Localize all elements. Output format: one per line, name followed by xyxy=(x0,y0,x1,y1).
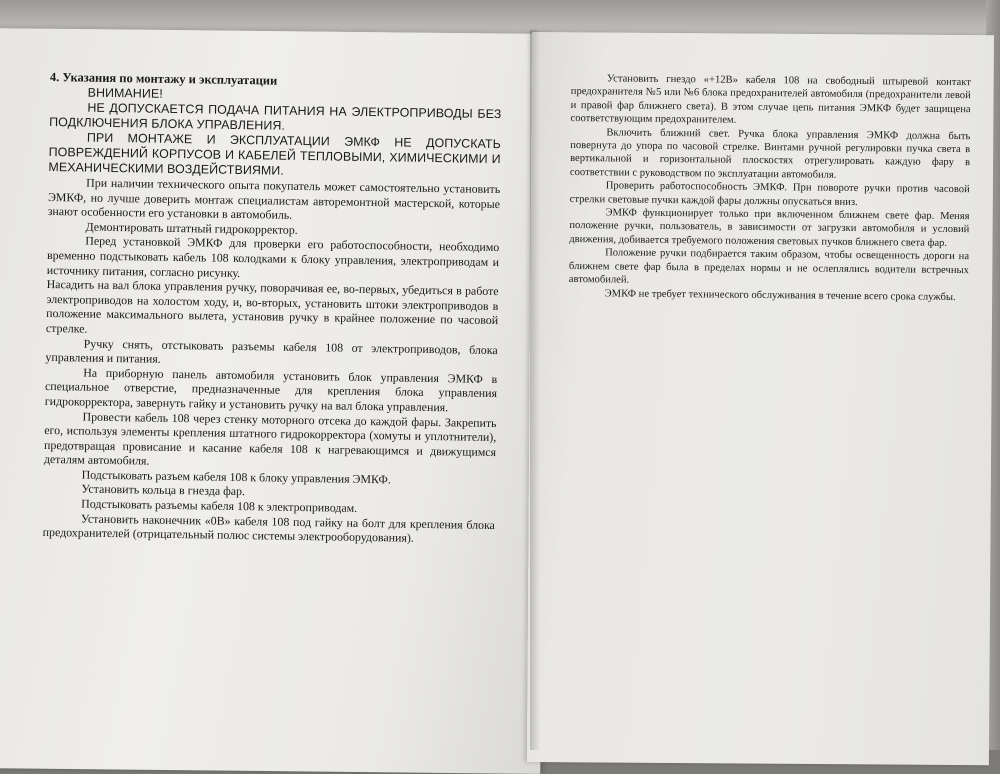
right-page-text xyxy=(569,72,971,304)
paragraph: Ручку снять, отстыковать разъемы кабеля 108 от электроприводов, блока управления и питания. xyxy=(45,336,498,366)
paragraph: Проверить работоспособность ЭМКФ. При повороте ручки против часовой стрелки световые пучки каждой фары должны опускаться вниз. xyxy=(569,180,970,208)
paragraph: Установить наконечник «0В» кабеля 108 под гайку на болт для крепления блока предохранителей (отрицательный полюс системы электрооборудования). xyxy=(42,511,496,546)
paragraph: Установить гнездо «+12В» кабеля 108 на свободный штыревой контакт предохранителя №5 или №6 блока предохранителей автомобиля (предохранители левой и правой фар ближнего света). В этом случае цепь питания ЭМКФ будет защищена соответствующим предохранителем. xyxy=(570,73,971,126)
paragraph: На приборную панель автомобиля установить блок управления ЭМКФ в специальное отверстие, предназначенные для крепления блока управления гидрокорректора, завернуть гайку и установить ручку на вал блока управления. xyxy=(44,365,498,415)
paragraph: Перед установкой ЭМКФ для проверки его работоспособности, необходимо временно подстыковать кабель 108 колодками к блоку управления, электроприводам и источнику питания, согласно рисунку. xyxy=(46,233,500,280)
paragraph: Демонтировать штатный гидрокорректор. xyxy=(85,219,298,237)
warning-text-2: ПРИ МОНТАЖЕ И ЭКСПЛУАТАЦИИ ЭМКФ НЕ ДОПУСКАТЬ ПОВРЕЖДЕНИЙ КОРПУСОВ И КАБЕЛЕЙ ТЕПЛОВЫМИ, ХИМИЧЕСКИМИ И МЕХАНИЧЕСКИМИ ВОЗДЕЙСТВИЯМИ. xyxy=(48,130,502,178)
paragraph: Положение ручки подбирается таким образом, чтобы освещенность дороги на ближнем свете фар была в пределах нормы и не ослеплялись водители встречных автомобилей. xyxy=(568,247,970,286)
left-page-text xyxy=(43,70,502,547)
paragraph: ЭМКФ функционирует только при включенном ближнем свете фар. Меняя положение ручки, пользователь, в зависимости от загрузки автомобиля и условий движения, добивается требуемого положения световых пучков ближнего света фар. xyxy=(569,207,970,249)
paragraph: Подстыковать разъем кабеля 108 к блоку управления ЭМКФ. xyxy=(81,467,391,487)
paragraph: Подстыковать разъемы кабеля 108 к электроприводам. xyxy=(81,496,358,515)
warning-text-1: НЕ ДОПУСКАЕТСЯ ПОДАЧА ПИТАНИЯ НА ЭЛЕКТРОПРИВОДЫ БЕЗ ПОДКЛЮЧЕНИЯ БЛОКА УПРАВЛЕНИЯ. xyxy=(49,100,502,133)
paragraph: Установить кольца в гнезда фар. xyxy=(81,482,246,499)
section-heading: 4. Указания по монтажу и эксплуатации xyxy=(49,70,278,88)
paragraph: Провести кабель 108 через стенку моторного отсека до каждой фары. Закрепить его, используя элементы крепления штатного гидрокорректора (хомуты и уплотнители), предотвращая провисание и касание кабеля 108 к нагревающимся и движущимся деталям автомобиля. xyxy=(43,409,497,468)
paragraph: ЭМКФ не требует технического обслуживания в течение всего срока службы. xyxy=(604,287,956,303)
paragraph: При наличии технического опыта покупатель может самостоятельно установить ЭМКФ, но лучше доверить монтаж специалистам авторемонтной мастерской, которые знают особенности его установки в автомобиль. xyxy=(47,175,501,223)
paragraph: Насадить на вал блока управления ручку, поворачивая ее, во-первых, убедиться в работе электроприводов на холостом ходу, и, во-вторых, установить штоки электроприводов в положение максимального вылета, установив ручку в крайнее положение по часовой стрелке. xyxy=(45,277,499,336)
paragraph: Включить ближний свет. Ручка блока управления ЭМКФ должна быть повернута до упора по часовой стрелке. Винтами ручной регулировки пучка света в вертикальной и горизонтальной плоскостях отрегулировать каждую фару в соответствии с руководством по эксплуатации автомобиля. xyxy=(569,126,971,181)
page-fold xyxy=(530,30,540,750)
warning-title: ВНИМАНИЕ! xyxy=(87,85,163,101)
